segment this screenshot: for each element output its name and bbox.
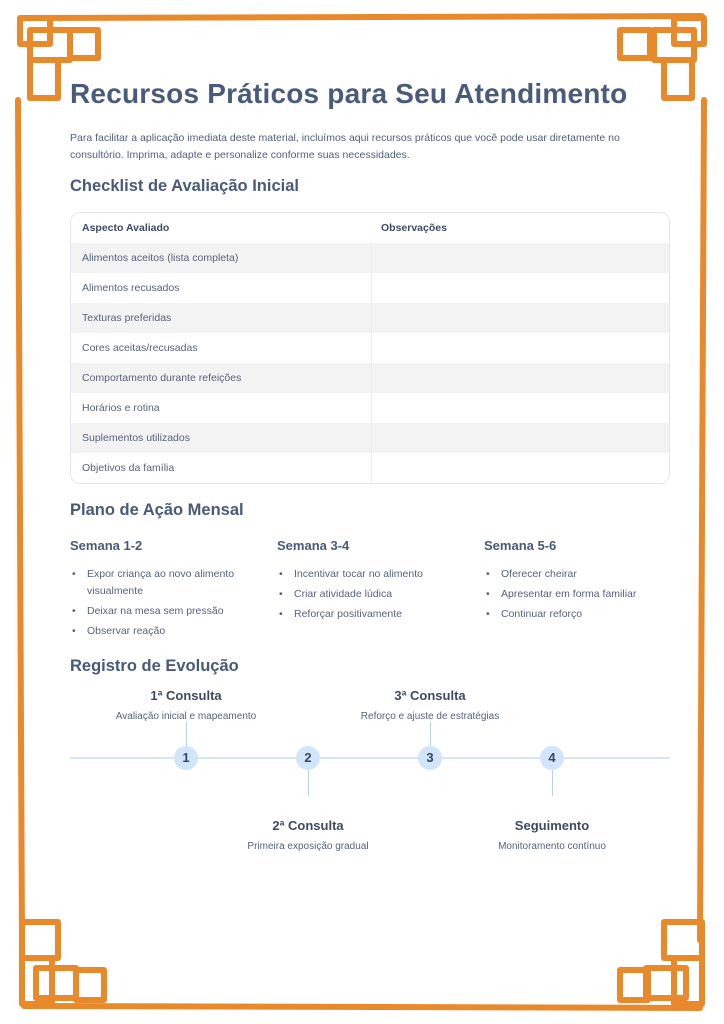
step-title: 3ª Consulta: [394, 688, 466, 703]
observation-cell: [371, 423, 670, 453]
timeline-node: 2: [296, 746, 320, 770]
action-plan-title: Plano de Ação Mensal: [70, 501, 244, 519]
timeline-node: 1: [174, 746, 198, 770]
table-row: [71, 363, 669, 393]
timeline-label: [452, 818, 652, 852]
table-row: [71, 393, 669, 423]
timeline-line: [70, 757, 670, 759]
table-row: [71, 243, 669, 273]
timeline-label: [208, 818, 408, 852]
aspect-cell: Comportamento durante refeições: [82, 372, 242, 384]
page-title: Recursos Práticos para Seu Atendimento: [70, 78, 628, 109]
observation-cell: [371, 303, 670, 333]
weeks-grid: [70, 538, 670, 643]
step-title: 2ª Consulta: [272, 818, 344, 833]
list-item: • Criar atividade lúdica: [277, 586, 484, 603]
observation-cell: [371, 393, 670, 423]
column-header: Aspecto Avaliado: [82, 222, 170, 234]
timeline-label: [86, 688, 286, 722]
intro-paragraph: Para facilitar a aplicação imediata deste material, incluímos aqui recursos práticos que você pode usar diretamente no consultório. Imprima, adapte e personalize conforme suas necessidades.: [70, 132, 620, 161]
week-title: Semana 3-4: [277, 538, 350, 553]
document-body: [70, 72, 670, 876]
step-description: Monitoramento contínuo: [498, 841, 606, 852]
step-title: Seguimento: [514, 818, 590, 833]
table-row: [71, 303, 669, 333]
timeline-node: 4: [540, 746, 564, 770]
week-column: [277, 538, 484, 643]
checklist-section: [70, 177, 670, 484]
table-row: [71, 423, 669, 453]
evolution-section: [70, 657, 670, 876]
step-description: Reforço e ajuste de estratégias: [360, 711, 500, 722]
list-item: • Continuar reforço: [484, 606, 670, 623]
list-item: • Incentivar tocar no alimento: [277, 566, 484, 583]
table-row: [71, 453, 669, 483]
observation-cell: [371, 363, 670, 393]
week-items: [277, 566, 484, 623]
list-item: • Deixar na mesa sem pressão: [70, 603, 277, 620]
aspect-cell: Horários e rotina: [82, 402, 160, 414]
list-item: • Expor criança ao novo alimento visualmente: [70, 566, 277, 600]
observation-cell: [371, 273, 670, 303]
evolution-title: Registro de Evolução: [70, 657, 239, 675]
table-header-row: [71, 213, 669, 243]
aspect-cell: Objetivos da família: [82, 462, 175, 474]
week-column: [70, 538, 277, 643]
list-item: • Oferecer cheirar: [484, 566, 670, 583]
timeline-label: [330, 688, 530, 722]
step-description: Avaliação inicial e mapeamento: [115, 711, 257, 722]
table-row: [71, 273, 669, 303]
aspect-cell: Suplementos utilizados: [82, 432, 190, 444]
week-items: [484, 566, 670, 623]
timeline-node: 3: [418, 746, 442, 770]
week-title: Semana 1-2: [70, 538, 143, 553]
timeline-connector: [186, 722, 187, 748]
action-plan-section: [70, 501, 670, 643]
list-item: • Apresentar em forma familiar: [484, 586, 670, 603]
step-title: 1ª Consulta: [150, 688, 222, 703]
aspect-cell: Alimentos recusados: [82, 282, 180, 294]
week-items: [70, 566, 277, 640]
aspect-cell: Cores aceitas/recusadas: [82, 342, 198, 354]
list-item: • Observar reação: [70, 623, 277, 640]
step-description: Primeira exposição gradual: [247, 841, 369, 852]
timeline-connector: [308, 770, 309, 796]
observation-cell: [371, 453, 670, 483]
aspect-cell: Alimentos aceitos (lista completa): [82, 252, 239, 264]
aspect-cell: Texturas preferidas: [82, 312, 172, 324]
checklist-title: Checklist de Avaliação Inicial: [70, 177, 299, 195]
evolution-timeline: [70, 676, 670, 876]
timeline-connector: [430, 722, 431, 748]
list-item: • Reforçar positivamente: [277, 606, 484, 623]
table-row: [71, 333, 669, 363]
checklist-table: [70, 212, 670, 484]
week-title: Semana 5-6: [484, 538, 557, 553]
observation-cell: [371, 333, 670, 363]
week-column: [484, 538, 670, 643]
observation-cell: [371, 243, 670, 273]
column-header: Observações: [381, 222, 447, 234]
timeline-connector: [552, 770, 553, 796]
